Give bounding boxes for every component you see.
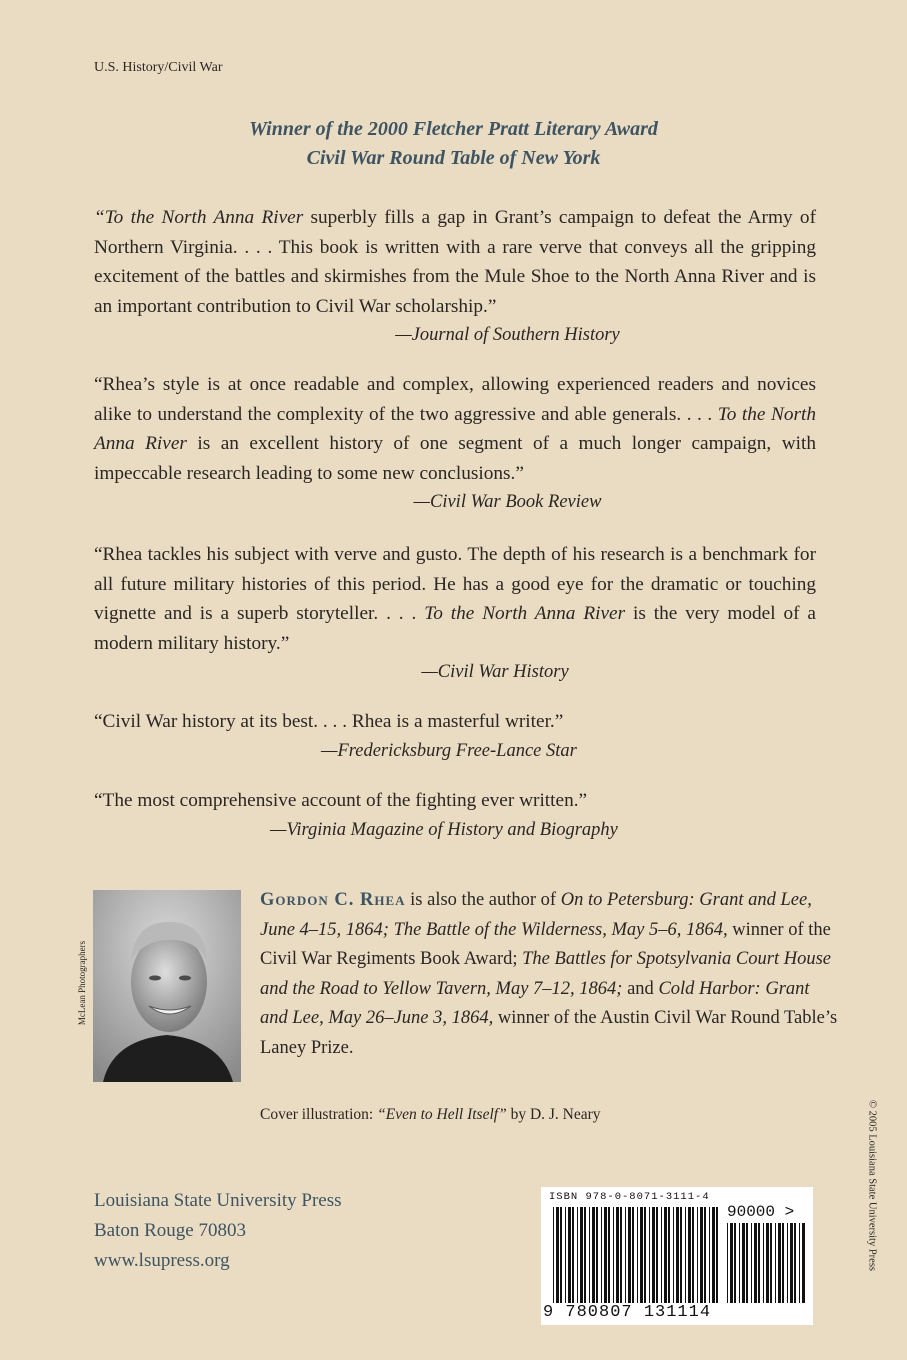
cover-label: Cover illustration: [260,1106,378,1123]
copyright-notice: © 2005 Louisiana State University Press [866,1100,878,1271]
quote-2-text-a: “Rhea’s style is at once readable and complex, allowing experienced readers and novices alike to understand the complexity of the two aggressive and able generals. . . . [94,374,816,425]
review-quote-3 [94,540,816,688]
barcode-bar [787,1223,788,1303]
barcode-bar [613,1207,614,1303]
author-name: Gordon C. Rhea [260,890,406,910]
bio-book-2: The Battles for Spotsylvania Court House and the Road to Yellow Tavern, May 7–12, 1864; [260,949,831,999]
barcode-bar [556,1207,559,1303]
quote-4-source: —Fredericksburg Free-Lance Star [321,740,577,761]
barcode-bar [637,1207,638,1303]
barcode-bar [763,1223,764,1303]
quote-1-book-title: “To the North Anna River [94,207,304,228]
award-line-2: Civil War Round Table of New York [306,147,601,169]
barcode-bar [697,1207,698,1303]
barcode-bar [652,1207,655,1303]
barcode-bar [700,1207,703,1303]
barcode-bar [560,1207,562,1303]
barcode-bar [758,1223,760,1303]
barcode [541,1187,813,1325]
barcode-bar [668,1207,670,1303]
bio-book-3: Cold Harbor: Grant and Lee, May 26–June 3, 1864, [260,978,810,1028]
quote-1-source: —Journal of Southern History [395,325,620,345]
author-photo [93,890,241,1082]
bio-text-4: winner of the Austin Civil War Round Table’s Laney Prize. [260,1008,838,1058]
barcode-bar [739,1223,740,1303]
ean-bars [553,1207,719,1303]
barcode-bar [640,1207,643,1303]
barcode-bar [577,1207,578,1303]
barcode-bar [676,1207,679,1303]
barcode-bar [742,1223,745,1303]
cover-title: “Even to Hell Itself” [377,1106,507,1123]
barcode-bar [778,1223,781,1303]
barcode-bar [685,1207,686,1303]
quote-3-book-title: To the North Anna River [424,603,626,624]
barcode-bar [596,1207,598,1303]
barcode-bar [572,1207,574,1303]
barcode-bar [799,1223,800,1303]
cover-artist: by D. J. Neary [506,1106,601,1123]
publisher-name: Louisiana State University Press [94,1190,342,1211]
bio-text-1: is also the author of [405,890,561,910]
barcode-bar [754,1223,757,1303]
barcode-bar [751,1223,752,1303]
barcode-bar [592,1207,595,1303]
barcode-bar [770,1223,772,1303]
category-label: U.S. History/Civil War [94,60,223,75]
barcode-bar [802,1223,805,1303]
quote-3-text-a: “Rhea tackles his subject with verve and gusto. The depth of his research is a benchmark for all future military histories of this period. He has a good eye for the dramatic or touching vignette and is a superb storyteller. . . . [94,544,816,624]
barcode-bar [628,1207,631,1303]
review-quote-5 [94,786,816,845]
quote-3-text-b: is the very model of a modern military history.” [94,603,816,654]
barcode-bar [620,1207,622,1303]
barcode-bar [664,1207,667,1303]
author-bio [260,886,840,1063]
publisher-block [94,1186,342,1276]
barcode-bar [625,1207,626,1303]
quote-4-text: “Civil War history at its best. . . . Rhea is a masterful writer.” [94,711,564,732]
barcode-bar [709,1207,710,1303]
barcode-bar [730,1223,733,1303]
barcode-bar [727,1223,728,1303]
award-line-1: Winner of the 2000 Fletcher Pratt Literary Award [249,118,658,140]
quote-2-book-title: To the North Anna River [94,403,816,454]
barcode-bar [608,1207,610,1303]
barcode-bar [680,1207,682,1303]
quote-3-source: —Civil War History [421,662,569,682]
photo-credit: McLean Photographers [77,940,87,1026]
barcode-bar [673,1207,674,1303]
quote-5-source: —Virginia Magazine of History and Biography [270,819,618,840]
barcode-bar [616,1207,619,1303]
barcode-bar [584,1207,586,1303]
barcode-bar [790,1223,793,1303]
review-quote-1 [94,203,816,351]
barcode-bar [649,1207,650,1303]
barcode-bar [553,1207,554,1303]
barcode-bar [632,1207,634,1303]
barcode-bar [782,1223,784,1303]
barcode-bar [565,1207,566,1303]
barcode-bar [580,1207,583,1303]
barcode-bar [794,1223,796,1303]
quote-5-text: “The most comprehensive account of the fighting ever written.” [94,790,588,811]
barcode-bar [704,1207,706,1303]
quote-2-source: —Civil War Book Review [413,492,602,512]
bio-text-3: and [622,978,659,999]
barcode-bar [589,1207,590,1303]
quote-2-text-b: is an excellent history of one segment of a much longer campaign, with impeccable research leading to some new conclusions.” [94,433,816,484]
barcode-bar [688,1207,691,1303]
ean-digits: 9 780807 131114 [543,1303,712,1322]
barcode-bar [746,1223,748,1303]
barcode-bar [568,1207,571,1303]
review-quote-4 [94,707,816,766]
price-code: 90000 > [727,1203,795,1221]
barcode-bar [712,1207,715,1303]
barcode-bar [716,1207,718,1303]
bio-book-1: On to Petersburg: Grant and Lee, June 4–15, 1864; The Battle of the Wilderness, May 5–6, 1864, [260,890,812,940]
barcode-bar [775,1223,776,1303]
barcode-bar [692,1207,694,1303]
publisher-city: Baton Rouge 70803 [94,1220,246,1241]
isbn-text: ISBN 978-0-8071-3111-4 [549,1191,710,1203]
cover-illustration-credit [260,1106,601,1124]
publisher-url[interactable]: www.lsupress.org [94,1250,230,1271]
barcode-bar [661,1207,662,1303]
barcode-bar [734,1223,736,1303]
quote-1-text: superbly fills a gap in Grant’s campaign to defeat the Army of Northern Virginia. . . . This book is written with a rare verve that conveys all the gripping excitement of the battles and skirmishes from the Mule Shoe to the North Anna River and is an important contribution to Civil War scholarship.” [94,207,816,317]
review-quote-2 [94,370,816,518]
bio-text-2: winner of the Civil War Regiments Book Award; [260,919,831,969]
price-addon-bars [727,1223,805,1303]
barcode-bar [601,1207,602,1303]
barcode-bar [766,1223,769,1303]
barcode-bar [604,1207,607,1303]
barcode-bar [644,1207,646,1303]
barcode-bar [656,1207,658,1303]
